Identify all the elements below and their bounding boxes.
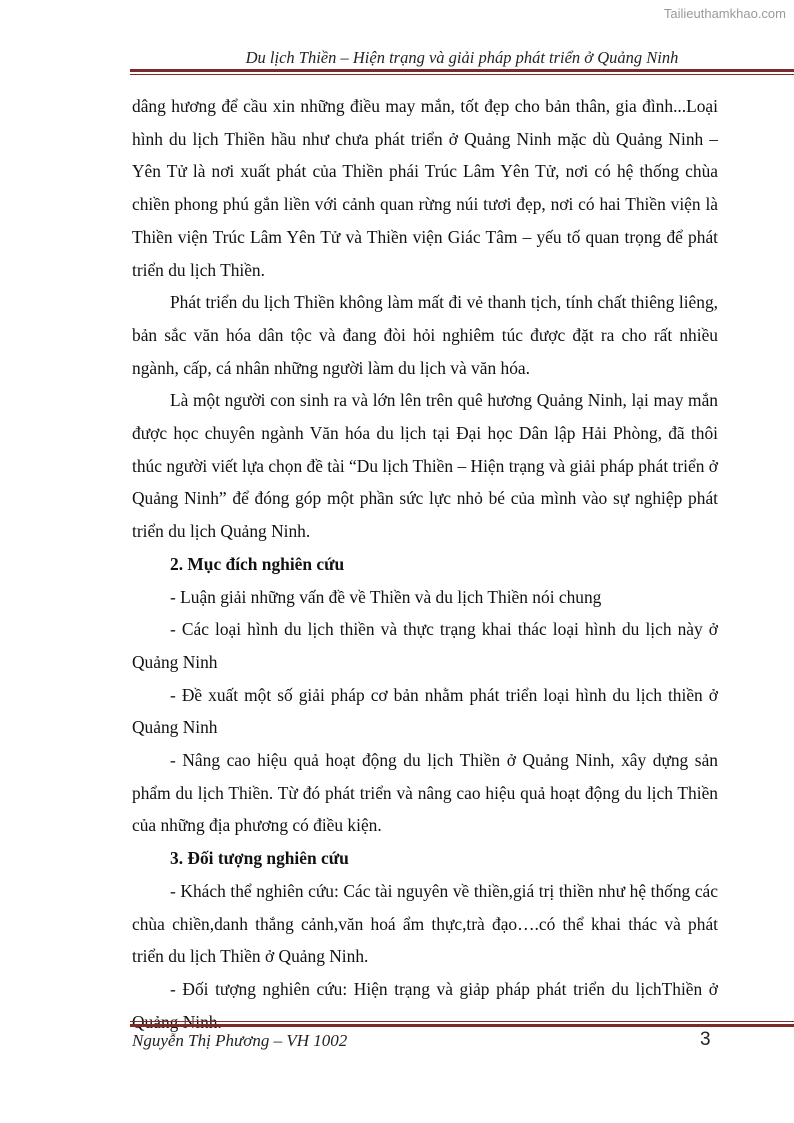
list-item: - Đề xuất một số giải pháp cơ bản nhằm phát triển loại hình du lịch thiền ở Quảng Ninh	[132, 684, 718, 738]
page-body	[132, 90, 718, 1038]
footer-rule	[130, 1021, 794, 1027]
body-paragraph: dâng hương để cầu xin những điều may mắn, tốt đẹp cho bản thân, gia đình...Loại hình du lịch Thiền hầu như chưa phát triển ở Quảng Ninh mặc dù Quảng Ninh – Yên Tử là nơi xuất phát của Thiền phái Trúc Lâm Yên Tử, nơi có hệ thống chùa chiền phong phú gắn liền với cảnh quan rừng núi tươi đẹp, nơi có hai Thiền viện là Thiền viện Trúc Lâm Yên Tử và Thiền viện Giác Tâm – yếu tố quan trọng để phát triển du lịch Thiền.	[132, 96, 718, 280]
page-number: 3	[700, 1029, 711, 1050]
body-paragraph: Phát triển du lịch Thiền không làm mất đi vẻ thanh tịch, tính chất thiêng liêng, bản sắc văn hóa dân tộc và đang đòi hỏi nghiêm túc được đặt ra cho rất nhiều ngành, cấp, cá nhân những người làm du lịch và văn hóa.	[132, 292, 718, 378]
list-item: - Nâng cao hiệu quả hoạt động du lịch Thiền ở Quảng Ninh, xây dựng sản phẩm du lịch Thiền. Từ đó phát triển và nâng cao hiệu quả hoạt động du lịch Thiền của những địa phương có điều kiện.	[132, 750, 718, 836]
list-item: - Luận giải những vấn đề về Thiền và du lịch Thiền nói chung	[170, 586, 602, 607]
footer-author: Nguyễn Thị Phương – VH 1002	[132, 1031, 348, 1050]
section-heading-purpose: 2. Mục đích nghiên cứu	[170, 553, 345, 574]
section-heading-subjects: 3. Đối tượng nghiên cứu	[170, 848, 349, 869]
body-paragraph: Là một người con sinh ra và lớn lên trên quê hương Quảng Ninh, lại may mắn được học chuyên ngành Văn hóa du lịch tại Đại học Dân lập Hải Phòng, đã thôi thúc người viết lựa chọn đề tài “Du lịch Thiền – Hiện trạng và giải pháp phát triển ở Quảng Ninh” để đóng góp một phần sức lực nhỏ bé của mình vào sự nghiệp phát triển du lịch Quảng Ninh.	[132, 390, 718, 542]
watermark-text: Tailieuthamkhao.com	[663, 6, 786, 21]
list-item: - Khách thể nghiên cứu: Các tài nguyên về thiền,giá trị thiền như hệ thống các chùa chiền,danh thắng cảnh,văn hoá ẩm thực,trà đạo….có thể khai thác và phát triển du lịch Thiền ở Quảng Ninh.	[132, 880, 718, 967]
list-item: - Các loại hình du lịch thiền và thực trạng khai thác loại hình du lịch này ở Quảng Ninh	[132, 619, 718, 672]
running-header-title: Du lịch Thiền – Hiện trạng và giải pháp phát triển ở Quảng Ninh	[245, 48, 679, 67]
list-item: - Đối tượng nghiên cứu: Hiện trạng và giảp pháp phát triển du lịchThiền ở	[170, 978, 718, 999]
header-rule	[130, 69, 794, 75]
